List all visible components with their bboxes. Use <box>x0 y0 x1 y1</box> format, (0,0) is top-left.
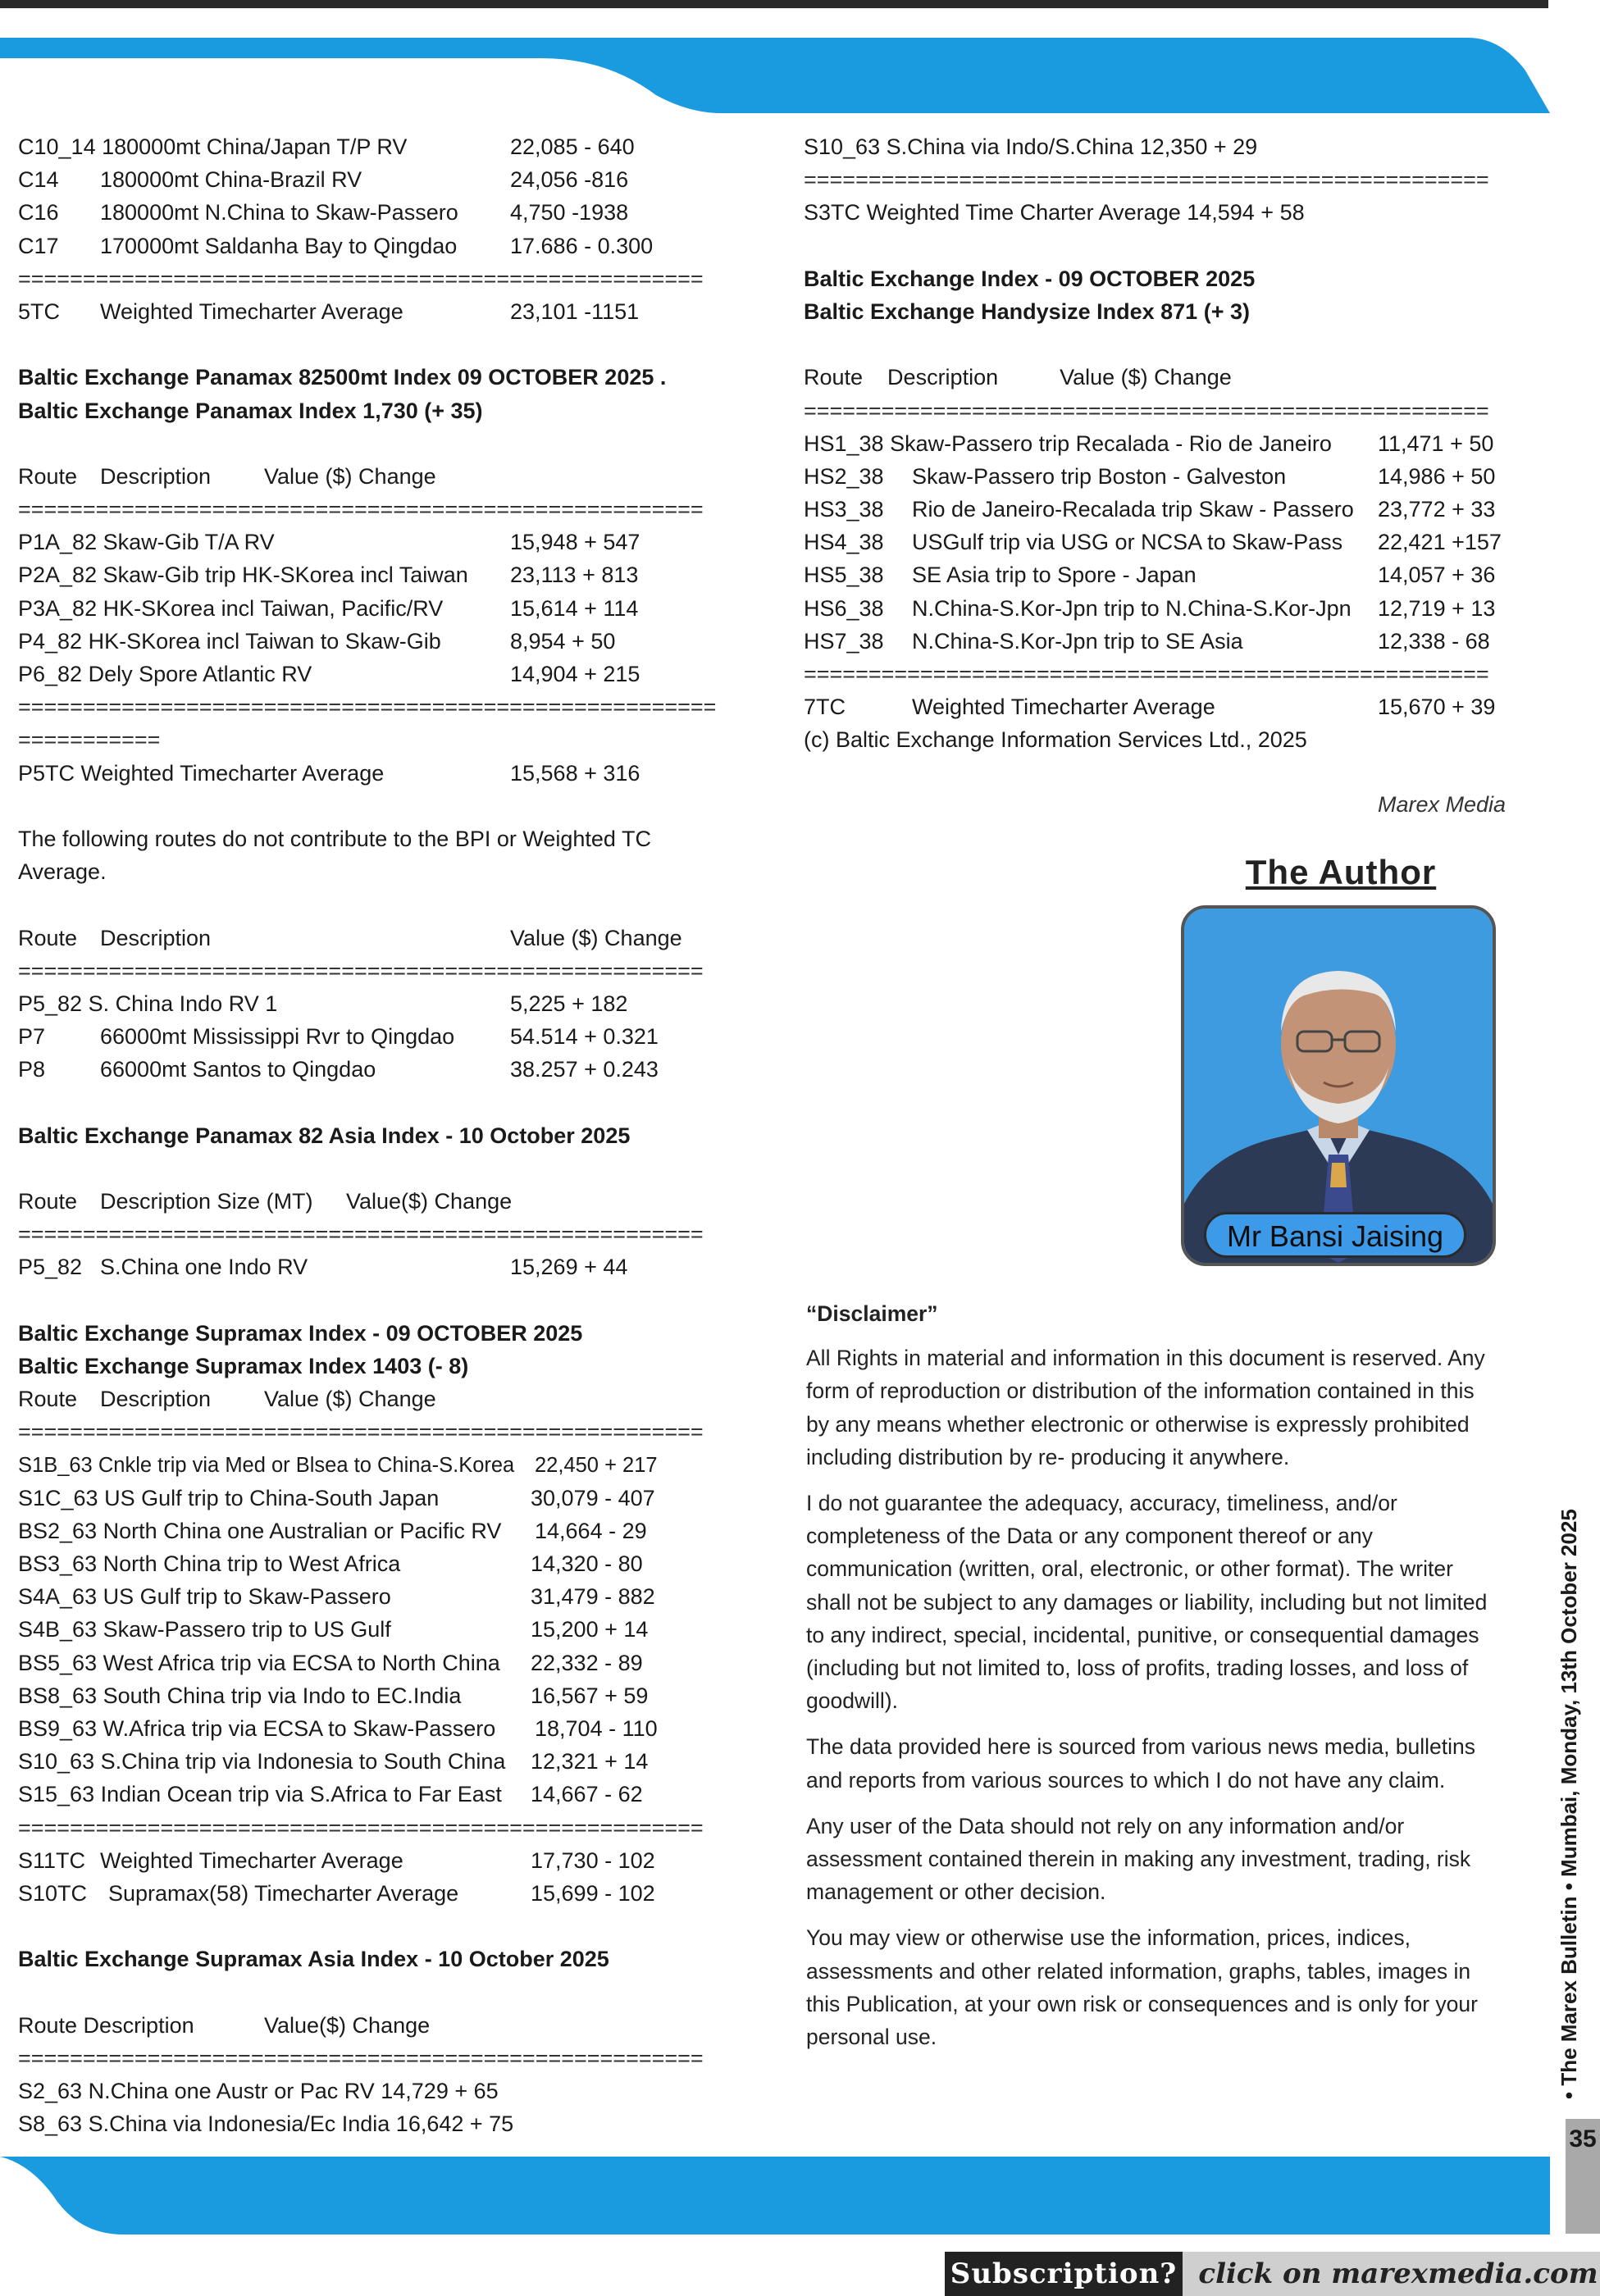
table-header: Route Description Value ($) Change <box>18 925 682 950</box>
author-name-badge: Mr Bansi Jaising <box>1204 1212 1466 1258</box>
table-row: S3TC Weighted Time Charter Average 14,594 + 58 <box>804 200 1305 226</box>
table-row: C10_14 180000mt China/Japan T/P RV 22,085 - 640 <box>18 134 635 159</box>
table-row: S10_63 S.China trip via Indonesia to South China 12,321 + 14 <box>18 1749 649 1774</box>
table-header: Route Description Value ($) Change <box>18 1387 436 1412</box>
page-number: 35 <box>1569 2125 1597 2152</box>
table-header: Route Description Value($) Change <box>18 2012 431 2038</box>
note-text: Average. <box>18 859 107 885</box>
table-row: S4A_63 US Gulf trip to Skaw-Passero 31,479 - 882 <box>18 1584 655 1610</box>
bottom-wave-decoration <box>0 2157 1550 2234</box>
separator: ===================================================== <box>18 1222 704 1247</box>
table-row: S4B_63 Skaw-Passero trip to US Gulf 15,200 + 14 <box>18 1617 649 1642</box>
table-row: 7TC Weighted Timecharter Average 15,670 + 39 <box>804 695 1496 720</box>
disclaimer-paragraph: Any user of the Data should not rely on any information and/or assessment contained therein in making any investment, trading, risk management or other decision. <box>806 1813 1471 1905</box>
section-heading: Baltic Exchange Supramax Index - 09 OCTOBER 2025 <box>18 1320 583 1346</box>
author-title: The Author <box>1245 853 1437 891</box>
table-row: C16 180000mt N.China to Skaw-Passero 4,750 -1938 <box>18 200 629 226</box>
table-row: BS9_63 W.Africa trip via ECSA to Skaw-Passero 18,704 - 110 <box>18 1716 658 1741</box>
table-row: S2_63 N.China one Austr or Pac RV 14,729 + 65 <box>18 2079 499 2104</box>
table-header: Route Description Size (MT) Value($) Change <box>18 1189 513 1214</box>
disclaimer-section <box>806 1297 1495 2066</box>
separator: ===================================================== <box>804 398 1489 423</box>
section-heading: Baltic Exchange Panamax 82 Asia Index - 10 October 2025 <box>18 1123 631 1148</box>
separator: =========== <box>18 727 161 753</box>
section-heading: Baltic Exchange Index - 09 OCTOBER 2025 <box>804 266 1256 291</box>
copyright-line: (c) Baltic Exchange Information Services Ltd., 2025 <box>804 727 1307 753</box>
table-row: P4_82 HK-SKorea incl Taiwan to Skaw-Gib 8,954 + 50 <box>18 628 616 654</box>
marex-media-credit: Marex Media <box>1378 792 1507 817</box>
table-row: HS5_38 SE Asia trip to Spore - Japan 14,057 + 36 <box>804 563 1496 588</box>
author-photo <box>1181 905 1496 1266</box>
separator: ====================================================== <box>18 695 717 720</box>
table-row: S8_63 S.China via Indonesia/Ec India 16,642 + 75 <box>18 2112 514 2137</box>
disclaimer-paragraph: All Rights in material and information in this document is reserved. Any form of reproduction or distribution of the information contained in this by any means whether electronic or otherwise is expressly prohibited including distribution by re- producing it anywhere. <box>806 1346 1485 1469</box>
table-row: P3A_82 HK-SKorea incl Taiwan, Pacific/RV 15,614 + 114 <box>18 595 639 621</box>
table-row: BS3_63 North China trip to West Africa 14,320 - 80 <box>18 1551 643 1577</box>
section-heading: Baltic Exchange Handysize Index 871 (+ 3) <box>804 298 1250 324</box>
table-row: S10_63 S.China via Indo/S.China 12,350 + 29 <box>804 134 1258 159</box>
table-row: S10TC Supramax(58) Timecharter Average 15,699 - 102 <box>18 1880 655 1906</box>
table-row: P6_82 Dely Spore Atlantic RV 14,904 + 215 <box>18 662 640 686</box>
table-header: Route Description Value ($) Change <box>804 365 1232 390</box>
table-row: P2A_82 Skaw-Gib trip HK-SKorea incl Taiwan 23,113 + 813 <box>18 563 639 588</box>
table-row: P5TC Weighted Timecharter Average 15,568 + 316 <box>18 760 640 786</box>
note-text: The following routes do not contribute to the BPI or Weighted TC <box>18 826 651 851</box>
table-row: HS2_38 Skaw-Passero trip Boston - Galveston 14,986 + 50 <box>804 463 1496 489</box>
separator: ===================================================== <box>804 167 1489 193</box>
table-row: HS6_38 N.China-S.Kor-Jpn trip to N.China-S.Kor-Jpn 12,719 + 13 <box>804 595 1496 621</box>
table-row: BS5_63 West Africa trip via ECSA to North China 22,332 - 89 <box>18 1650 643 1675</box>
section-heading: Baltic Exchange Panamax Index 1,730 (+ 35) <box>18 398 483 423</box>
section-heading: Baltic Exchange Supramax Index 1403 (- 8) <box>18 1353 469 1378</box>
separator: ===================================================== <box>18 958 704 983</box>
top-bar <box>0 0 1548 8</box>
table-row: HS1_38 Skaw-Passero trip Recalada - Rio de Janeiro 11,471 + 50 <box>804 430 1494 456</box>
section-heading: Baltic Exchange Panamax 82500mt Index 09 OCTOBER 2025 . <box>18 365 667 390</box>
table-row: S1B_63 Cnkle trip via Med or Blsea to China-S.Korea 22,450 + 217 <box>18 1453 658 1477</box>
table-row: P1A_82 Skaw-Gib T/A RV 15,948 + 547 <box>18 530 640 555</box>
separator: ===================================================== <box>18 266 704 291</box>
disclaimer-paragraph: I do not guarantee the adequacy, accuracy, timeliness, and/or completeness of the Data or any component thereof or any communication (written, oral, electronic, or other format). The writer shall not be subject to any damages or liability, including but not limited to any indirect, special, incidental, punitive, or consequential damages (including but not limited to, loss of profits, trading losses, and loss of goodwill). <box>806 1491 1488 1714</box>
separator: ===================================================== <box>804 662 1489 686</box>
top-wave-decoration <box>0 38 1550 113</box>
table-row: P5_82 S. China Indo RV 1 5,225 + 182 <box>18 991 628 1016</box>
disclaimer-paragraph: You may view or otherwise use the information, prices, indices, assessments and other related information, graphs, tables, images in this Publication, at your own risk or consequences and is only for your personal use. <box>806 1925 1478 2050</box>
table-row: BS2_63 North China one Australian or Pacific RV 14,664 - 29 <box>18 1518 647 1543</box>
table-row: S11TC Weighted Timecharter Average 17,730 - 102 <box>18 1847 655 1873</box>
table-row: S15_63 Indian Ocean trip via S.Africa to Far East 14,667 - 62 <box>18 1782 643 1807</box>
table-row: P5_82 S.China one Indo RV 15,269 + 44 <box>18 1255 628 1280</box>
table-row: HS3_38 Rio de Janeiro-Recalada trip Skaw - Passero 23,772 + 33 <box>804 497 1496 522</box>
disclaimer-paragraph: The data provided here is sourced from various news media, bulletins and reports from various sources to which I do not have any claim. <box>806 1734 1476 1793</box>
author-portrait-image <box>1184 909 1493 1263</box>
table-row: HS4_38 USGulf trip via USG or NCSA to Skaw-Pass 22,421 +157 <box>804 530 1502 555</box>
table-header: Route Description Value ($) Change <box>18 463 436 489</box>
table-row: BS8_63 South China trip via Indo to EC.India 16,567 + 59 <box>18 1683 649 1708</box>
separator: ===================================================== <box>18 1419 704 1445</box>
separator: ===================================================== <box>18 1815 704 1840</box>
separator: ===================================================== <box>18 2045 704 2070</box>
table-row: C17 170000mt Saldanha Bay to Qingdao 17.686 - 0.300 <box>18 233 654 258</box>
right-column <box>804 130 1525 757</box>
table-row: HS7_38 N.China-S.Kor-Jpn trip to SE Asia 12,338 - 68 <box>804 628 1490 654</box>
table-row: 5TC Weighted Timecharter Average 23,101 -1151 <box>18 298 640 324</box>
side-bulletin-text: • The Marex Bulletin • Mumbai, Monday, 13th October 2025 <box>1557 1509 1581 2099</box>
section-heading: Baltic Exchange Supramax Asia Index - 10 October 2025 <box>18 1947 609 1972</box>
separator: ===================================================== <box>18 497 704 522</box>
disclaimer-heading: “Disclaimer” <box>806 1301 938 1326</box>
table-row: P8 66000mt Santos to Qingdao 38.257 + 0.243 <box>18 1057 659 1082</box>
table-row: S1C_63 US Gulf trip to China-South Japan 30,079 - 407 <box>18 1485 655 1510</box>
subscription-label[interactable]: Subscription? <box>945 2252 1183 2296</box>
table-row: P7 66000mt Mississippi Rvr to Qingdao 54.514 + 0.321 <box>18 1024 659 1050</box>
left-column <box>18 130 732 2140</box>
subscription-link[interactable]: click on marexmedia.com <box>1198 2257 1598 2290</box>
table-row: C14 180000mt China-Brazil RV 24,056 -816 <box>18 167 629 193</box>
